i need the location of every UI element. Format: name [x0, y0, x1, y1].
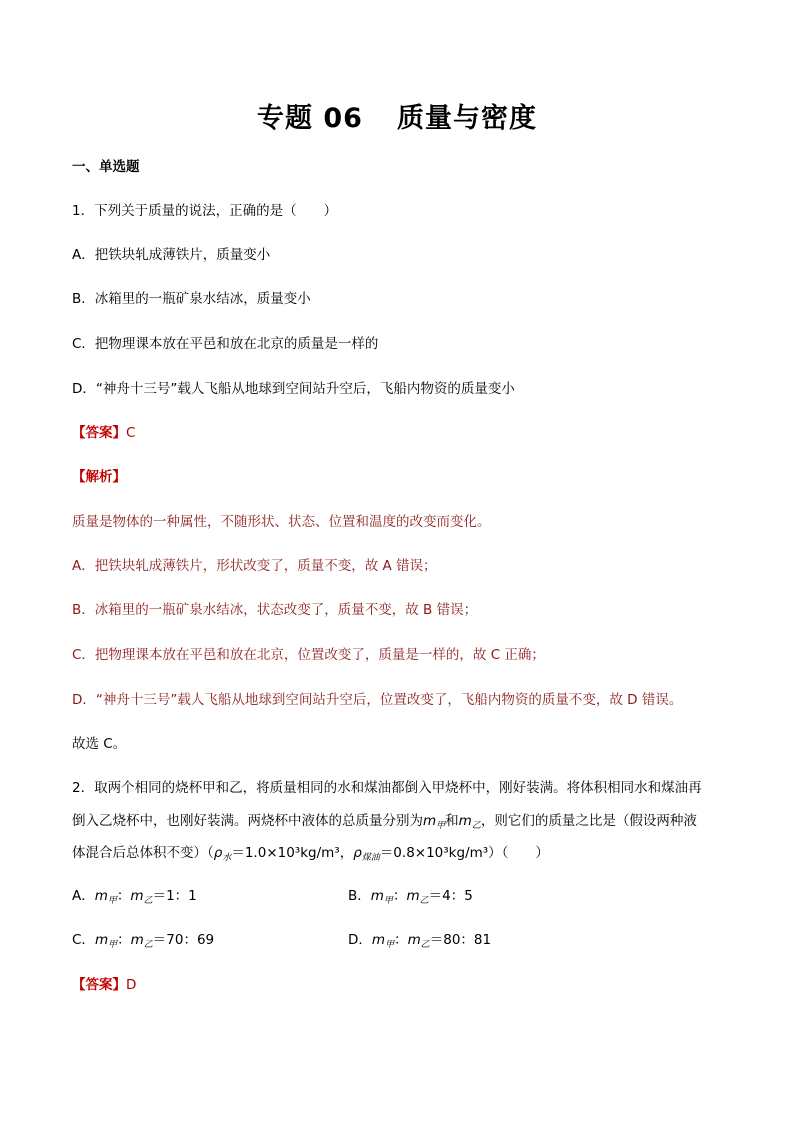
option-label: C．	[72, 932, 95, 948]
q2-text: 和	[445, 813, 459, 829]
mass-subscript: 甲	[108, 940, 118, 950]
ratio-value: ＝80：81	[429, 932, 492, 948]
mass-subscript: 甲	[107, 896, 117, 906]
density-symbol: ρ	[353, 845, 362, 861]
mass-symbol: m	[94, 932, 109, 948]
option-label: B．	[348, 888, 371, 904]
mass-symbol: m	[130, 932, 144, 948]
mass-subscript: 甲	[436, 821, 446, 831]
density-subscript: 煤油	[361, 853, 380, 863]
mass-symbol: m	[407, 932, 421, 948]
mass-subscript: 乙	[143, 896, 153, 906]
mass-subscript: 甲	[385, 940, 395, 950]
ratio-value: ＝1：1	[152, 888, 197, 904]
mass-subscript: 乙	[420, 940, 430, 950]
q2-option-a	[72, 886, 197, 911]
ratio-value: ＝70：69	[152, 932, 215, 948]
density-symbol: ρ	[213, 845, 223, 861]
ratio-colon: ：	[116, 888, 131, 904]
section-heading: 一、单选题	[72, 159, 140, 175]
q2-text: ，则它们的质量之比是（假设两种液	[480, 813, 697, 829]
q2-stem-line-2	[72, 811, 697, 836]
mass-symbol: m	[94, 888, 108, 904]
q1-option-c: C．把物理课本放在平邑和放在北京的质量是一样的	[72, 336, 379, 352]
q1-answer	[72, 423, 135, 443]
q1-analysis-line: D．“神舟十三号”载人飞船从地球到空间站升空后，位置改变了，飞船内物资的质量不变，故 D 错误。	[72, 692, 683, 708]
mass-symbol: m	[130, 888, 144, 904]
mass-subscript: 甲	[383, 896, 393, 906]
ratio-value: ＝4：5	[428, 888, 473, 904]
q2-stem-line-3	[72, 843, 549, 868]
page-title	[0, 96, 794, 135]
answer-tag: 【答案】	[72, 977, 126, 993]
q2-option-b	[348, 886, 473, 911]
q1-option-b: B．冰箱里的一瓶矿泉水结冰，质量变小	[72, 291, 311, 307]
title-topic-name: 质量与密度	[396, 103, 537, 134]
mass-symbol: m	[458, 813, 472, 829]
ratio-colon: ：	[394, 932, 408, 948]
mass-subscript: 乙	[143, 940, 153, 950]
q1-option-a: A．把铁块轧成薄铁片，质量变小	[72, 247, 271, 263]
mass-symbol: m	[406, 888, 420, 904]
ratio-colon: ：	[392, 888, 407, 904]
q1-stem: 1．下列关于质量的说法，正确的是（ ）	[72, 203, 338, 219]
mass-subscript: 乙	[419, 896, 429, 906]
option-label: A．	[72, 888, 95, 904]
mass-symbol: m	[370, 888, 384, 904]
answer-tag: 【答案】	[72, 425, 126, 441]
mass-symbol: m	[371, 932, 386, 948]
q1-analysis-line: 质量是物体的一种属性，不随形状、状态、位置和温度的改变而变化。	[72, 514, 491, 530]
title-topic-number: 专题 06	[257, 103, 363, 134]
q2-option-c	[72, 930, 214, 955]
ratio-colon: ：	[117, 932, 131, 948]
option-label: D．	[348, 932, 372, 948]
q2-text: ＝1.0×10³kg/m³，	[231, 845, 354, 861]
q1-analysis-line: A．把铁块轧成薄铁片，形状改变了，质量不变，故 A 错误；	[72, 558, 437, 574]
q2-answer	[72, 975, 136, 995]
q1-analysis-tag: 【解析】	[72, 469, 126, 485]
mass-symbol: m	[423, 813, 437, 829]
answer-value: C	[126, 425, 136, 441]
q1-option-d: D．“神舟十三号”载人飞船从地球到空间站升空后，飞船内物资的质量变小	[72, 381, 515, 397]
answer-value: D	[126, 977, 137, 993]
q2-text: 倒入乙烧杯中，也刚好装满。两烧杯中液体的总质量分别为	[72, 813, 423, 829]
q2-text: ＝0.8×10³kg/m³）（ ）	[379, 845, 549, 861]
q2-stem-line-1: 2．取两个相同的烧杯甲和乙，将质量相同的水和煤油都倒入甲烧杯中，刚好装满。将体积相同水和煤油再	[72, 780, 702, 796]
q1-analysis-line: C．把物理课本放在平邑和放在北京，位置改变了，质量是一样的，故 C 正确；	[72, 647, 545, 663]
density-subscript: 水	[222, 853, 232, 863]
q1-analysis-line: B．冰箱里的一瓶矿泉水结冰，状态改变了，质量不变，故 B 错误；	[72, 602, 478, 618]
q2-option-d	[348, 930, 491, 955]
q1-conclusion: 故选 C。	[72, 736, 127, 752]
mass-subscript: 乙	[471, 821, 481, 831]
q2-text: 体混合后总体积不变）（	[72, 845, 214, 861]
